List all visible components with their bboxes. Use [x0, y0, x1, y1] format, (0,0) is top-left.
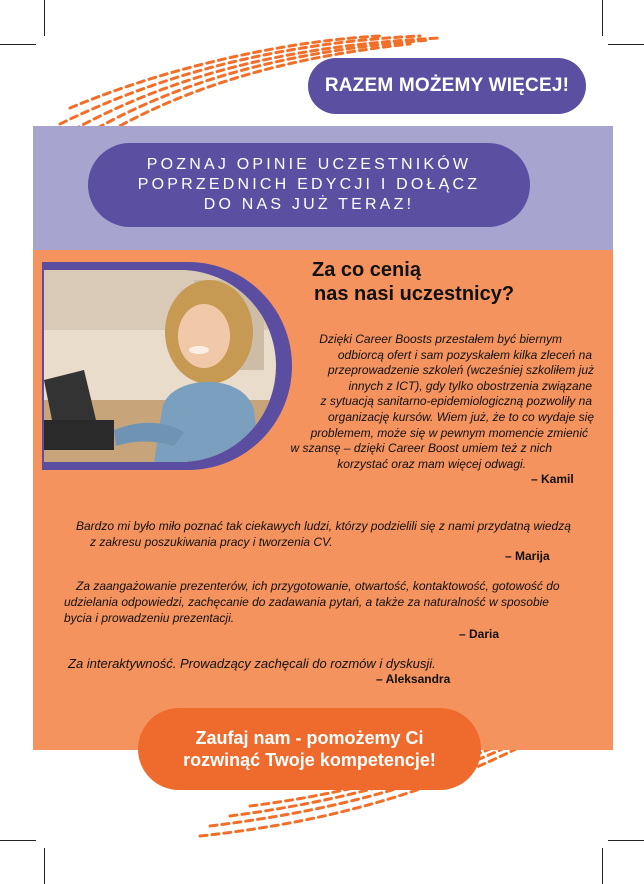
testimonial-aleksandra — [68, 656, 436, 672]
invite-banner — [88, 143, 530, 227]
testimonial-line: w szansę – dzięki Career Boost umiem też z nich — [290, 441, 552, 456]
invite-line: POZNAJ OPINIE UCZESTNIKÓW — [146, 156, 472, 173]
testimonial-line: korzystać oraz mam więcej odwagi. — [337, 456, 526, 471]
testimonial-line: innych z ICT), gdy tylko obostrzenia związane — [348, 378, 592, 393]
testimonial-line: Za interaktywność. Prowadzący zachęcali do rozmów i dyskusji. — [68, 656, 436, 671]
testimonial-kamil — [270, 332, 600, 472]
testimonial-line: z zakresu poszukiwania pracy i tworzenia CV. — [90, 535, 333, 549]
author-kamil: – Kamil — [531, 472, 574, 486]
testimonial-line: Dzięki Career Boosts przestałem być biernym — [319, 332, 562, 346]
testimonial-daria — [64, 578, 560, 626]
heading-line: nas nasi uczestnicy? — [314, 283, 515, 305]
cta-line: rozwinąć Twoje kompetencje! — [183, 750, 436, 770]
author-marija: – Marija — [505, 549, 550, 563]
section-heading — [312, 258, 602, 306]
testimonial-line: przeprowadzenie szkoleń (wcześniej szkoliłem już — [327, 363, 594, 378]
invite-line: DO NAS JUŻ TERAZ! — [203, 196, 415, 213]
author-aleksandra: – Aleksandra — [376, 672, 451, 686]
testimonial-line: Bardzo mi było miło poznać tak ciekawych ludzi, którzy podzielili się z nami przydatną wiedzą — [76, 519, 571, 533]
testimonial-marija — [76, 518, 571, 550]
testimonial-line: udzielania odpowiedzi, zachęcanie do zadawania pytań, a także za naturalność w sposobie — [64, 595, 549, 609]
cta-line: Zaufaj nam - pomożemy Ci — [195, 728, 424, 748]
slogan-banner — [308, 58, 586, 114]
woman-at-laptop-photo — [44, 270, 276, 462]
slogan-text: RAZEM MOŻEMY WIĘCEJ! — [324, 75, 570, 96]
testimonial-line: bycia i prowadzeniu prezentacji. — [64, 611, 235, 625]
author-daria: – Daria — [459, 627, 500, 641]
testimonial-line: problemem, może się w pewnym momencie zmienić — [310, 425, 588, 440]
testimonial-line: odbiorcą ofert i sam pozyskałem kilka zleceń na — [337, 347, 592, 362]
testimonial-line: organizację kursów. Wiem już, że to co wydaje się — [327, 409, 594, 424]
testimonial-line: z sytuacją sanitarno-epidemiologiczną pozwoliły na — [320, 394, 592, 409]
testimonial-line: Za zaangażowanie prezenterów, ich przygotowanie, otwartość, kontaktowość, gotowość do — [76, 579, 560, 593]
cta-banner — [138, 708, 481, 790]
heading-line: Za co cenią — [312, 259, 421, 281]
invite-line: POPRZEDNICH EDYCJI I DOŁĄCZ — [137, 176, 481, 193]
